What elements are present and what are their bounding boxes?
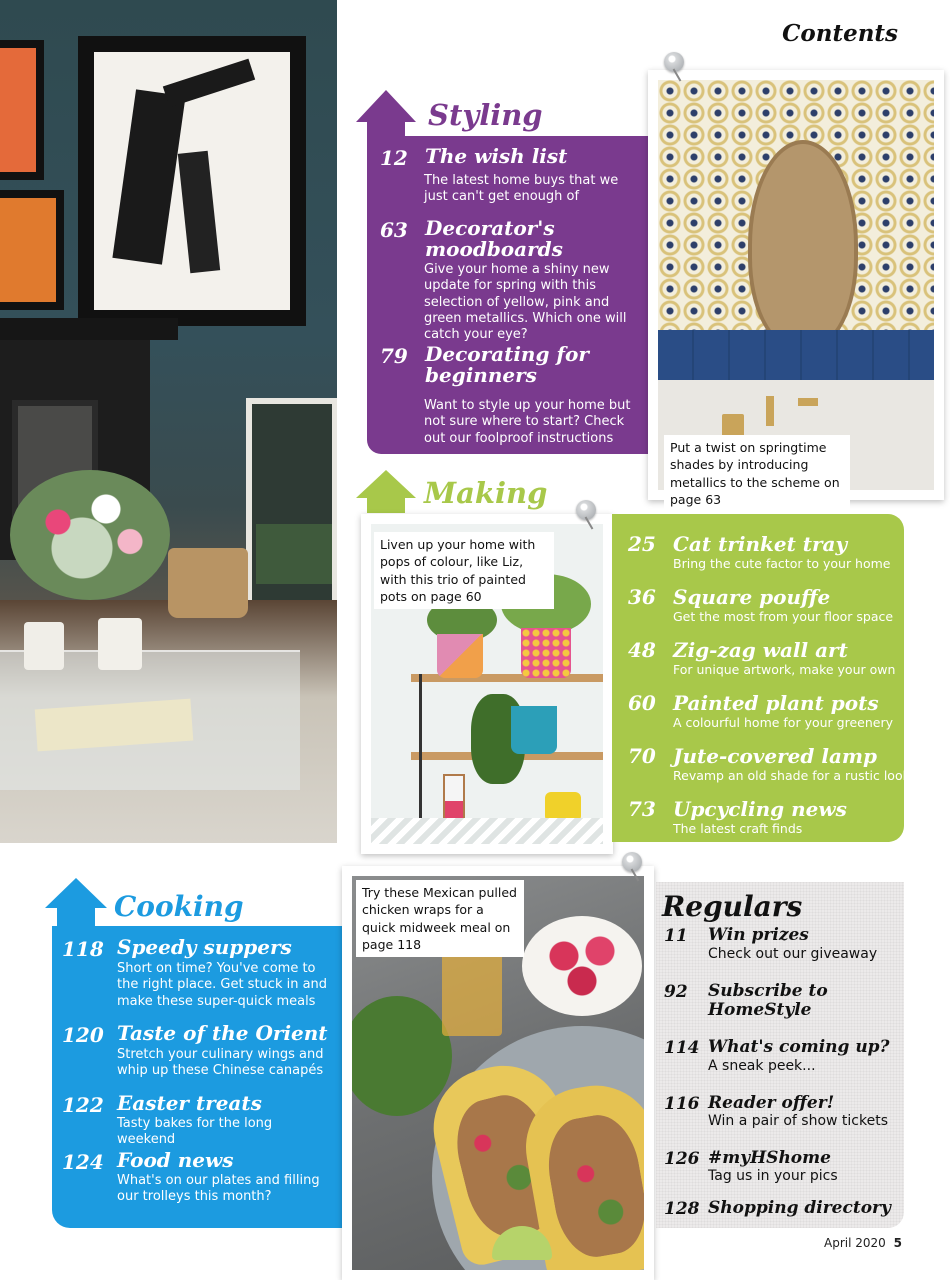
page-number: 5 bbox=[893, 1236, 902, 1250]
cooking-heading: Cooking bbox=[114, 890, 244, 923]
pin-icon bbox=[576, 500, 596, 520]
entry-title: Shopping directory bbox=[708, 1198, 891, 1218]
entry-page-number: 11 bbox=[664, 926, 688, 946]
entry-description: Stretch your culinary wings and whip up these Chinese canapés bbox=[117, 1047, 324, 1079]
entry-title: What's coming up? bbox=[708, 1037, 890, 1057]
making-heading: Making bbox=[424, 476, 548, 510]
entry-description: Give your home a shiny new update for spring with this selection of yellow, pink and green metallics. Which one will catch your eye? bbox=[424, 262, 627, 342]
entry-page-number: 70 bbox=[628, 744, 656, 768]
entry-page-number: 126 bbox=[664, 1149, 700, 1169]
photo-caption: Put a twist on springtime shades by introducing metallics to the scheme on page 63 bbox=[664, 435, 850, 512]
entry-description: For unique artwork, make your own bbox=[673, 662, 896, 677]
cooking-arrow-icon bbox=[45, 878, 107, 908]
entry-title: Taste of the Orient bbox=[117, 1021, 328, 1045]
entry-title: Win prizes bbox=[708, 925, 809, 945]
entry-description: The latest craft finds bbox=[673, 821, 803, 836]
page-footer bbox=[824, 1236, 902, 1250]
entry-description: Check out our giveaway bbox=[708, 946, 878, 962]
regulars-heading: Regulars bbox=[662, 890, 803, 923]
entry-page-number: 25 bbox=[628, 532, 656, 556]
entry-page-number: 12 bbox=[380, 146, 408, 170]
entry-page-number: 114 bbox=[664, 1038, 700, 1058]
entry-description: Revamp an old shade for a rustic look bbox=[673, 768, 910, 783]
entry-description: Tag us in your pics bbox=[708, 1168, 838, 1184]
entry-title: Cat trinket tray bbox=[673, 532, 848, 556]
entry-page-number: 92 bbox=[664, 982, 688, 1002]
footer-date: April 2020 bbox=[824, 1236, 886, 1250]
entry-description: Get the most from your floor space bbox=[673, 609, 894, 624]
entry-title: Decorating for beginners bbox=[425, 342, 589, 387]
entry-title: Subscribe to HomeStyle bbox=[708, 981, 828, 1021]
entry-title: #myHShome bbox=[708, 1148, 831, 1168]
living-room-photo bbox=[0, 0, 337, 843]
entry-description: A sneak peek... bbox=[708, 1058, 816, 1074]
entry-page-number: 73 bbox=[628, 797, 656, 821]
entry-title: Speedy suppers bbox=[117, 935, 292, 959]
entry-description: What's on our plates and filling our trolleys this month? bbox=[117, 1173, 320, 1205]
entry-description: A colourful home for your greenery bbox=[673, 715, 893, 730]
entry-page-number: 116 bbox=[664, 1094, 700, 1114]
entry-page-number: 36 bbox=[628, 585, 656, 609]
entry-title: Square pouffe bbox=[673, 585, 831, 609]
making-arrow-stem bbox=[367, 497, 405, 513]
entry-page-number: 118 bbox=[62, 937, 104, 961]
entry-title: The wish list bbox=[425, 144, 568, 168]
entry-page-number: 128 bbox=[664, 1199, 700, 1219]
entry-title: Painted plant pots bbox=[673, 691, 879, 715]
entry-title: Easter treats bbox=[117, 1091, 262, 1115]
cooking-arrow-stem bbox=[57, 907, 95, 927]
entry-description: Win a pair of show tickets bbox=[708, 1113, 888, 1129]
entry-page-number: 122 bbox=[62, 1093, 104, 1117]
entry-description: The latest home buys that we just can't get enough of bbox=[424, 173, 619, 205]
entry-title: Reader offer! bbox=[708, 1093, 835, 1113]
entry-title: Food news bbox=[117, 1148, 234, 1172]
photo-caption: Try these Mexican pulled chicken wraps for a quick midweek meal on page 118 bbox=[356, 880, 524, 957]
entry-page-number: 63 bbox=[380, 218, 408, 242]
entry-page-number: 48 bbox=[628, 638, 656, 662]
entry-description: Tasty bakes for the long weekend bbox=[117, 1116, 273, 1148]
entry-title: Jute-covered lamp bbox=[673, 744, 878, 768]
photo-caption: Liven up your home with pops of colour, like Liz, with this trio of painted pots on page 60 bbox=[374, 532, 554, 609]
pin-icon bbox=[664, 52, 684, 72]
entry-title: Upcycling news bbox=[673, 797, 847, 821]
entry-page-number: 79 bbox=[380, 344, 408, 368]
page-title: Contents bbox=[782, 20, 898, 47]
entry-title: Decorator's moodboards bbox=[425, 216, 563, 261]
entry-page-number: 60 bbox=[628, 691, 656, 715]
entry-page-number: 124 bbox=[62, 1150, 104, 1174]
styling-arrow-stem bbox=[367, 121, 405, 141]
entry-description: Want to style up your home but not sure where to start? Check out our foolproof instructions bbox=[424, 398, 631, 446]
entry-description: Short on time? You've come to the right place. Get stuck in and make these super-quick meals bbox=[117, 961, 328, 1009]
pin-icon bbox=[622, 852, 642, 872]
styling-arrow-icon bbox=[356, 90, 416, 122]
entry-page-number: 120 bbox=[62, 1023, 104, 1047]
making-arrow-icon bbox=[356, 470, 416, 498]
entry-description: Bring the cute factor to your home bbox=[673, 556, 891, 571]
styling-heading: Styling bbox=[428, 98, 543, 132]
entry-title: Zig-zag wall art bbox=[673, 638, 848, 662]
